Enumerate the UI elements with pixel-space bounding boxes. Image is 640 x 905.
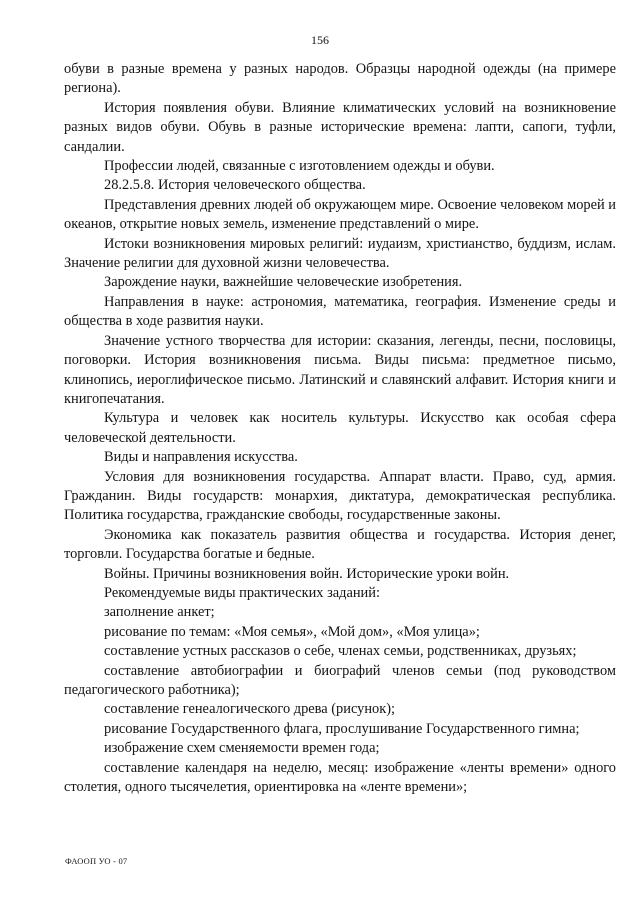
paragraph: История появления обуви. Влияние климатических условий на возникновение разных видов обуви. Обувь в разные исторические времена: лапти, сапоги, туфли, сандалии. [64, 99, 616, 155]
paragraph: составление календаря на неделю, месяц: изображение «ленты времени» одного столетия, одного тысячелетия, ориентировка на «ленте времени»; [64, 759, 616, 796]
paragraph: Зарождение науки, важнейшие человеческие изобретения. [104, 274, 463, 291]
paragraph: Направления в науке: астрономия, математика, география. Изменение среды и общества в ходе развития науки. [64, 293, 616, 330]
paragraph: рисование Государственного флага, прослушивание Государственного гимна; [104, 720, 580, 737]
paragraph: Значение устного творчества для истории: сказания, легенды, песни, пословицы, поговорки. История возникновения письма. Виды письма: предметное письмо, клинопись, иероглифическое письмо. Латинский и славянский алфавит. История книги и книгопечатания. [64, 332, 616, 407]
footer-code: ФАООП УО - 07 [65, 856, 128, 866]
paragraph: Истоки возникновения мировых религий: иудаизм, христианство, буддизм, ислам. Значение религии для духовной жизни человечества. [64, 235, 616, 272]
body-text [64, 60, 616, 797]
paragraph: составление генеалогического древа (рисунок); [104, 701, 396, 718]
paragraph: Профессии людей, связанные с изготовлением одежды и обуви. [104, 158, 495, 175]
paragraph: обуви в разные времена у разных народов. Образцы народной одежды (на примере региона). [64, 61, 616, 97]
paragraph: Виды и направления искусства. [104, 449, 298, 466]
paragraph: рисование по темам: «Моя семья», «Мой дом», «Моя улица»; [104, 623, 480, 640]
paragraph: Экономика как показатель развития общества и государства. История денег, торговли. Государства богатые и бедные. [64, 526, 616, 563]
paragraph: изображение схем сменяемости времен года; [104, 740, 380, 757]
paragraph: заполнение анкет; [104, 604, 215, 621]
paragraph: составление автобиографии и биографий членов семьи (под руководством педагогического работника); [64, 662, 616, 698]
paragraph: Представления древних людей об окружающем мире. Освоение человеком морей и океанов, открытие новых земель, изменение представлений о мире. [64, 196, 616, 233]
paragraph: Войны. Причины возникновения войн. Исторические уроки войн. [104, 565, 510, 582]
paragraph: 28.2.5.8. История человеческого общества. [104, 177, 366, 194]
paragraph: Культура и человек как носитель культуры. Искусство как особая сфера человеческой деятельности. [64, 410, 616, 446]
page-number: 156 [311, 33, 329, 47]
paragraph: Рекомендуемые виды практических заданий: [104, 584, 380, 601]
paragraph: Условия для возникновения государства. Аппарат власти. Право, суд, армия. Гражданин. Виды государств: монархия, диктатура, демократическая республика. Политика государства, гражданские свободы, государственные законы. [64, 468, 616, 524]
paragraph: составление устных рассказов о себе, членах семьи, родственниках, друзьях; [104, 643, 577, 660]
